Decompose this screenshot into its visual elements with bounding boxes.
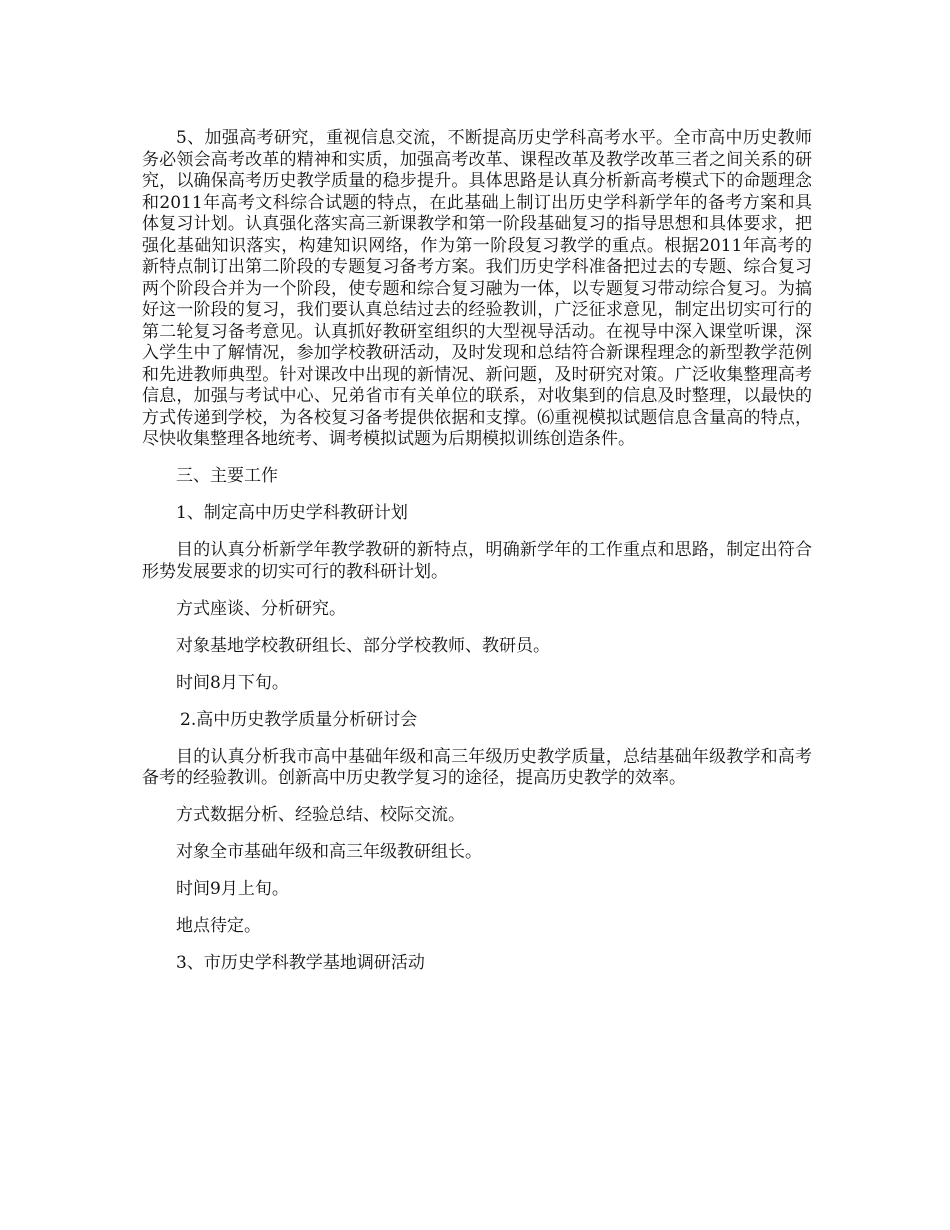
item-heading-base-survey: 3、市历史学科教学基地调研活动 [176,953,425,973]
paragraph-seminar-purpose: 目的认真分析我市高中基础年级和高三年级历史教学质量，总结基础年级教学和高考备考的经验教训。创新高中历史教学复习的途径，提高历史教学的效率。 [142,746,812,788]
paragraph-plan-method: 方式座谈、分析研究。 [176,598,346,619]
paragraph-plan-audience: 对象基地学校教研组长、部分学校教师、教研员。 [176,635,550,656]
paragraph-seminar-audience: 对象全市基础年级和高三年级教研组长。 [176,842,482,862]
section-heading-main-work: 三、主要工作 [176,466,278,486]
paragraph-seminar-method: 方式数据分析、经验总结、校际交流。 [176,805,465,825]
paragraph-plan-time: 时间8月下旬。 [176,672,289,693]
paragraph-seminar-location: 地点待定。 [176,916,261,936]
paragraph-plan-purpose: 目的认真分析新学年教学教研的新特点，明确新学年的工作重点和思路，制定出符合形势发展要求的切实可行的教科研计划。 [142,540,812,582]
item-heading-quality-seminar: 2.高中历史教学质量分析研讨会 [180,709,418,730]
document-body [142,128,812,975]
paragraph-research-exchange: 5、加强高考研究，重视信息交流，不断提高历史学科高考水平。全市高中历史教师务必领会高考改革的精神和实质，加强高考改革、课程改革及教学改革三者之间关系的研究，以确保高考历史教学质量的稳步提升。具体思路是认真分析新高考模式下的命题理念和2011年高考文科综合试题的特点，在此基础上制订出历史学科新学年的备考方案和具体复习计划。认真强化落实高三新课教学和第一阶段基础复习的指导思想和具体要求，把强化基础知识落实，构建知识网络，作为第一阶段复习教学的重点。根据2011年高考的新特点制订出第二阶段的专题复习备考方案。我们历史学科准备把过去的专题、综合复习两个阶段合并为一个阶段，使专题和综合复习融为一体，以专题复习带动综合复习。为搞好这一阶段的复习，我们要认真总结过去的经验教训，广泛征求意见，制定出切实可行的第二轮复习备考意见。认真抓好教研室组织的大型视导活动。在视导中深入课堂听课，深入学生中了解情况，参加学校教研活动，及时发现和总结符合新课程理念的新型教学范例和先进教师典型。针对课改中出现的新情况、新问题，及时研究对策。广泛收集整理高考信息，加强与考试中心、兄弟省市有关单位的联系，对收集到的信息及时整理，以最快的方式传递到学校，为各校复习备考提供依据和支撑。⑹重视模拟试题信息含量高的特点，尽快收集整理各地统考、调考模拟试题为后期模拟训练创造条件。 [142,128,812,449]
item-heading-teaching-plan: 1、制定高中历史学科教研计划 [176,503,408,523]
paragraph-seminar-time: 时间9月上旬。 [176,879,289,899]
